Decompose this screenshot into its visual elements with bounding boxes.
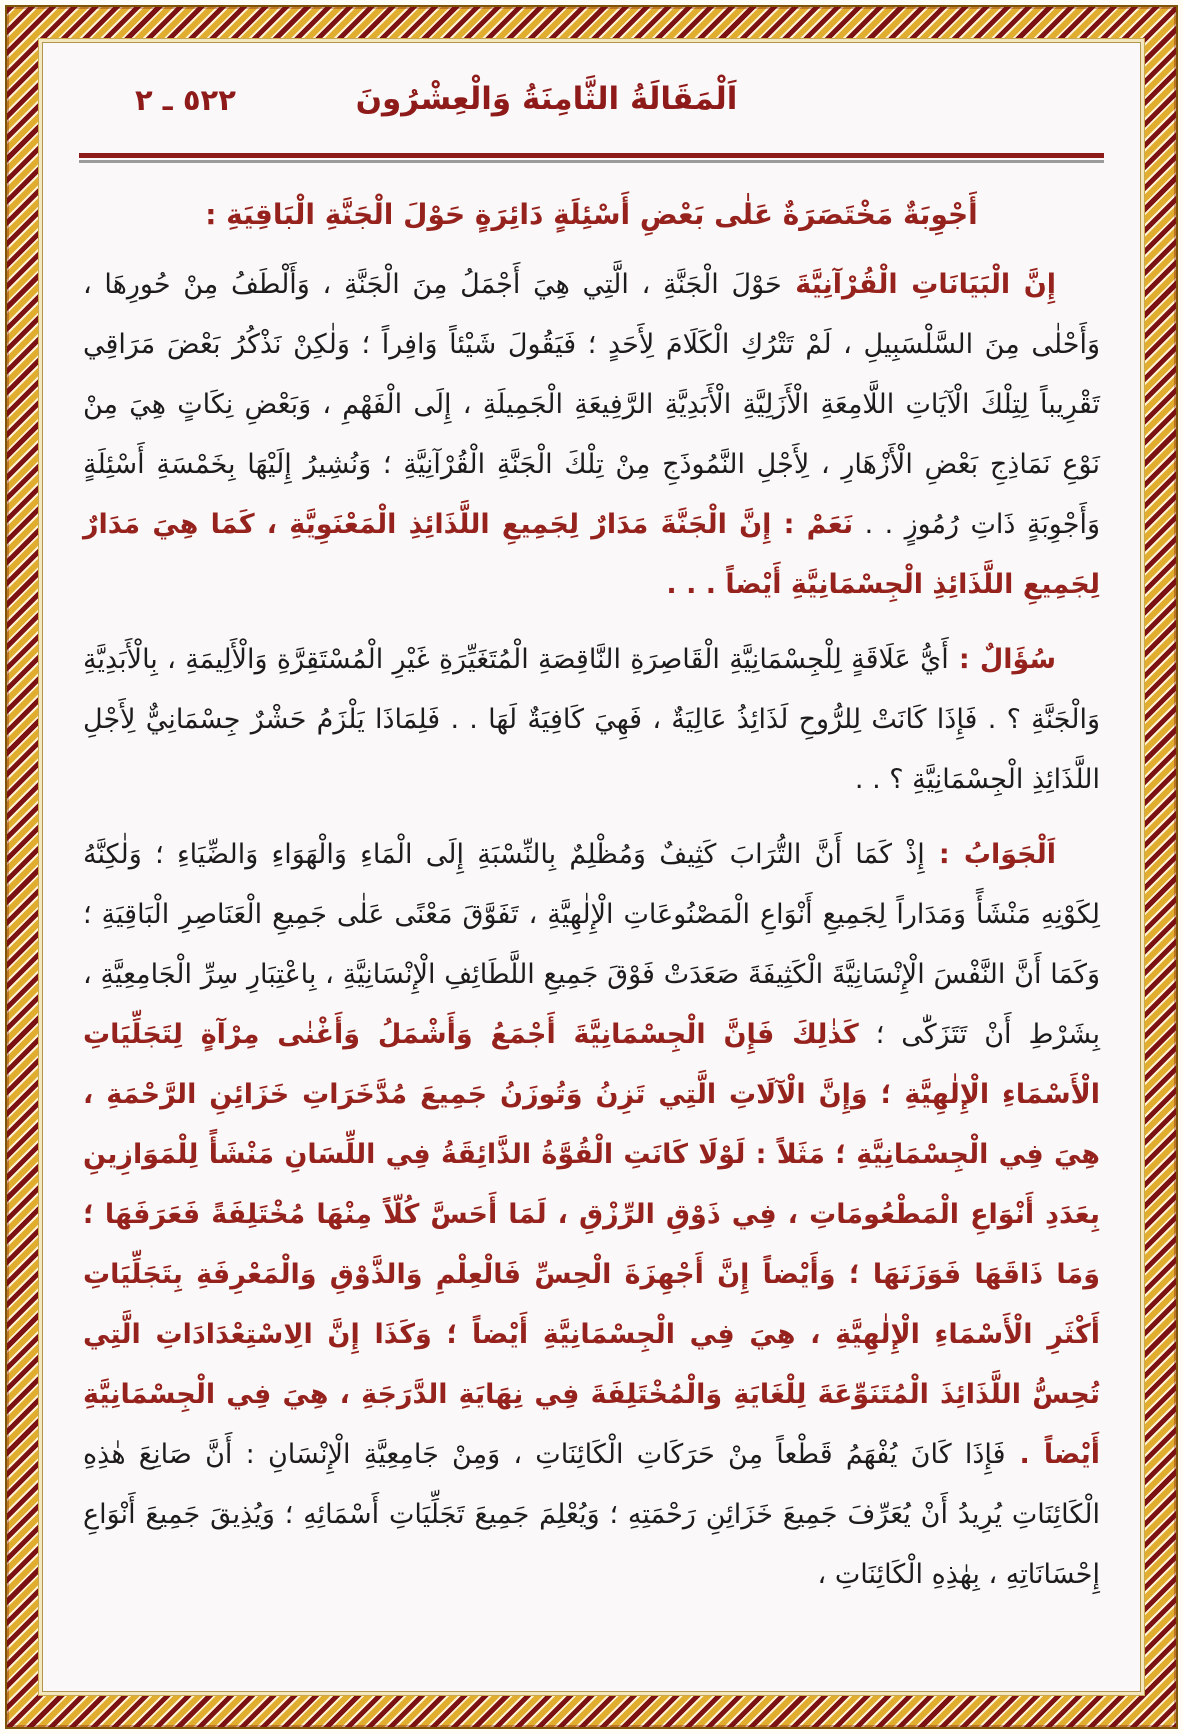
section-heading: أَجْوِبَةٌ مَخْتَصَرَةٌ عَلٰى بَعْضِ أَسْئِلَةٍ دَائِرَةٍ حَوْلَ الْجَنَّةِ الْبَاقِيَةِ :	[205, 198, 978, 231]
page-title: اَلْمَقَالَةُ الثَّامِنَةُ وَالْعِشْرُونَ	[355, 81, 738, 117]
text-segment: اَلْجَوَابُ :	[924, 839, 1056, 870]
paragraph	[83, 255, 1100, 615]
header-rule	[79, 153, 1104, 163]
body-text	[77, 163, 1106, 1605]
page-header	[77, 69, 1106, 143]
text-segment: فَإِذَا كَانَ يُفْهَمُ قَطْعاً مِنْ حَرَكَاتِ الْكَائِنَاتِ ، وَمِنْ جَامِعِيَّةِ الْإِنْسَانِ : أَنَّ صَانِعَ هٰذِهِ الْكَائِنَاتِ يُرِيدُ أَنْ يُعَرِّفَ جَمِيعَ خَزَائِنِ رَحْمَتِهِ ؛ وَيُعْلِمَ جَمِيعَ تَجَلِّيَاتِ أَسْمَائِهِ ؛ وَيُذِيقَ جَمِيعَ أَنْوَاعِ إِحْسَانَاتِهِ ، بِهٰذِهِ الْكَائِنَاتِ ،	[83, 1439, 1100, 1590]
text-segment: إِنَّ الْبَيَانَاتِ الْقُرْآنِيَّةَ	[781, 269, 1056, 300]
page-inner	[42, 42, 1141, 1692]
text-segment: نَعَمْ : إِنَّ الْجَنَّةَ مَدَارٌ لِجَمِيعِ اللَّذَائِذِ الْمَعْنَوِيَّةِ ، كَمَا هِيَ مَدَارٌ لِجَمِيعِ اللَّذَائِذِ الْجِسْمَانِيَّةِ أَيْضاً . . .	[83, 509, 1100, 600]
text-segment: إِذْ كَمَا أَنَّ التُّرَابَ كَثِيفٌ وَمُظْلِمٌ بِالنِّسْبَةِ إِلَى الْمَاءِ وَالْهَوَاءِ وَالضِّيَاءِ ؛ وَلٰكِنَّهُ لِكَوْنِهِ مَنْشَأً وَمَدَاراً لِجَمِيعِ أَنْوَاعِ الْمَصْنُوعَاتِ الْإِلٰهِيَّةِ ، تَفَوَّقَ مَعْنًى عَلٰى جَمِيعِ الْعَنَاصِرِ الْبَاقِيَةِ ؛ وَكَمَا أَنَّ النَّفْسَ الْإِنْسَانِيَّةَ الْكَثِيفَةَ صَعَدَتْ فَوْقَ جَمِيعِ اللَّطَائِفِ الْإِنْسَانِيَّةِ ، بِاعْتِبَارِ سِرِّ الْجَامِعِيَّةِ ، بِشَرْطِ أَنْ تَتَزَكّٰى ؛	[83, 839, 1100, 1050]
text-segment: سُؤَالٌ :	[948, 644, 1057, 675]
text-segment: كَذٰلِكَ فَإِنَّ الْجِسْمَانِيَّةَ أَجْمَعُ وَأَشْمَلُ وَأَغْنٰى مِرْآةٍ لِتَجَلِّيَاتِ الْأَسْمَاءِ الْإِلٰهِيَّةِ ؛ وَإِنَّ الْآلَاتِ الَّتِي تَزِنُ وَتُوزَنُ جَمِيعَ مُدَّخَرَاتِ خَزَائِنِ الرَّحْمَةِ ، هِيَ فِي الْجِسْمَانِيَّةِ ؛ مَثَلاً : لَوْلَا كَانَتِ الْقُوَّةُ الذَّائِقَةُ فِي اللِّسَانِ مَنْشَأً لِلْمَوَازِينِ بِعَدَدِ أَنْوَاعِ الْمَطْعُومَاتِ ، فِي ذَوْقِ الرِّزْقِ ، لَمَا أَحَسَّ كُلّاً مِنْهَا مُخْتَلِفَةً فَعَرَفَهَا ؛ وَمَا ذَاقَهَا فَوَزَنَهَا ؛ وَأَيْضاً إِنَّ أَجْهِزَةَ الْحِسِّ فَالْعِلْمِ وَالذَّوْقِ وَالْمَعْرِفَةِ بِتَجَلِّيَاتِ أَكْثَرِ الْأَسْمَاءِ الْإِلٰهِيَّةِ ، هِيَ فِي الْجِسْمَانِيَّةِ أَيْضاً ؛ وَكَذَا إِنَّ الِاسْتِعْدَادَاتِ الَّتِي تُحِسُّ اللَّذَائِذَ الْمُتَنَوِّعَةَ لِلْغَايَةِ وَالْمُخْتَلِفَةَ فِي نِهَايَةِ الدَّرَجَةِ ، هِيَ فِي الْجِسْمَانِيَّةِ أَيْضاً .	[83, 1019, 1100, 1470]
text-segment: أَيُّ عَلَاقَةٍ لِلْجِسْمَانِيَّةِ الْقَاصِرَةِ النَّاقِصَةِ الْمُتَغَيِّرَةِ غَيْرِ الْمُسْتَقِرَّةِ وَالْأَلِيمَةِ ، بِالْأَبَدِيَّةِ وَالْجَنَّةِ ؟ . فَإِذَا كَانَتْ لِلرُّوحِ لَذَائِذُ عَالِيَةٌ ، فَهِيَ كَافِيَةٌ لَهَا . . فَلِمَاذَا يَلْزَمُ حَشْرٌ جِسْمَانِيٌّ لِأَجْلِ اللَّذَائِذِ الْجِسْمَانِيَّةِ ؟ . .	[83, 644, 1100, 795]
header-rule-top	[79, 153, 1104, 158]
paragraph	[83, 630, 1100, 810]
paragraph	[83, 825, 1100, 1605]
text-segment: حَوْلَ الْجَنَّةِ ، الَّتِي هِيَ أَجْمَلُ مِنَ الْجَنَّةِ ، وَأَلْطَفُ مِنْ حُورِهَا ، وَأَحْلٰى مِنَ السَّلْسَبِيلِ ، لَمْ تَتْرُكِ الْكَلَامَ لِأَحَدٍ ؛ فَيَقُولَ شَيْئاً وَافِراً ؛ وَلٰكِنْ نَذْكُرُ بَعْضَ مَرَاقِي تَقْرِيباً لِتِلْكَ الْآيَاتِ اللَّامِعَةِ الْأَزَلِيَّةِ الْأَبَدِيَّةِ الرَّفِيعَةِ الْجَمِيلَةِ ، إِلَى الْفَهْمِ ، وَبَعْضِ نِكَاتٍ هِيَ مِنْ نَوْعِ نَمَاذِجِ بَعْضِ الْأَزْهَارِ ، لِأَجْلِ النَّمُوذَجِ مِنْ تِلْكَ الْجَنَّةِ الْقُرْآنِيَّةِ ؛ وَنُشِيرُ إِلَيْهَا بِخَمْسَةِ أَسْئِلَةٍ وَأَجْوِبَةٍ ذَاتِ رُمُوزٍ . .	[83, 269, 1100, 540]
paragraphs-container	[83, 255, 1100, 1605]
page-number: ٥٢٢ ـ ٢	[135, 83, 236, 117]
